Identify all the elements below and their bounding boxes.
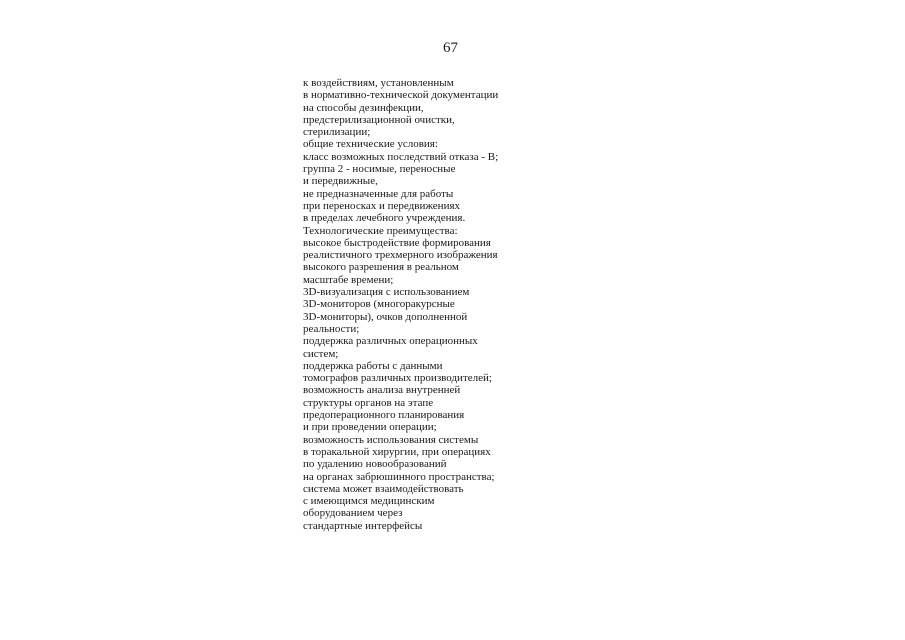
text-line: томографов различных производителей;	[303, 372, 492, 385]
text-line: предстерилизационной очистки,	[303, 113, 455, 126]
text-line: реальности;	[303, 322, 360, 335]
text-line: 3D-мониторы), очков дополненной	[303, 310, 468, 323]
text-line: система может взаимодействовать	[303, 482, 464, 495]
text-line: группа 2 - носимые, переносные	[303, 163, 456, 176]
text-line: в пределах лечебного учреждения.	[303, 212, 466, 225]
text-line: стерилизации;	[303, 126, 371, 139]
text-line: по удалению новообразований	[303, 458, 447, 471]
text-line: при переносках и передвижениях	[303, 199, 461, 212]
text-line: 3D-визуализация с использованием	[303, 286, 470, 299]
text-line: предоперационного планирования	[303, 409, 465, 422]
text-line: и при проведении операции;	[303, 421, 437, 434]
text-line: высокое быстродействие формирования	[303, 236, 491, 249]
text-line: масштабе времени;	[303, 273, 394, 286]
text-line: реалистичного трехмерного изображения	[303, 249, 498, 262]
text-line: возможность использования системы	[303, 433, 479, 446]
text-line: структуры органов на этапе	[303, 396, 434, 409]
text-line: оборудованием через	[303, 507, 403, 520]
text-line: возможность анализа внутренней	[303, 384, 461, 397]
text-line: поддержка работы с данными	[303, 359, 443, 372]
text-line: поддержка различных операционных	[303, 335, 478, 348]
text-line: стандартные интерфейсы	[303, 519, 423, 532]
text-line: высокого разрешения в реальном	[303, 261, 459, 274]
text-line: общие технические условия:	[303, 138, 438, 151]
text-line: в нормативно-технической документации	[303, 89, 499, 102]
text-line: класс возможных последствий отказа - В;	[303, 150, 499, 163]
text-line: не предназначенные для работы	[303, 187, 454, 200]
text-line: на органах забрюшинного пространства;	[303, 470, 495, 483]
text-line: систем;	[303, 347, 339, 360]
page-number: 67	[443, 40, 458, 56]
text-line: Технологические преимущества:	[303, 224, 458, 237]
text-line: к воздействиям, установленным	[303, 77, 454, 89]
text-line: и передвижные,	[303, 175, 378, 188]
text-line: 3D-мониторов (многоракурсные	[303, 298, 455, 311]
text-line: на способы дезинфекции,	[303, 101, 424, 114]
text-line: в торакальной хирургии, при операциях	[303, 445, 491, 458]
body-text	[303, 77, 498, 532]
text-line: с имеющимся медицинским	[303, 495, 435, 508]
